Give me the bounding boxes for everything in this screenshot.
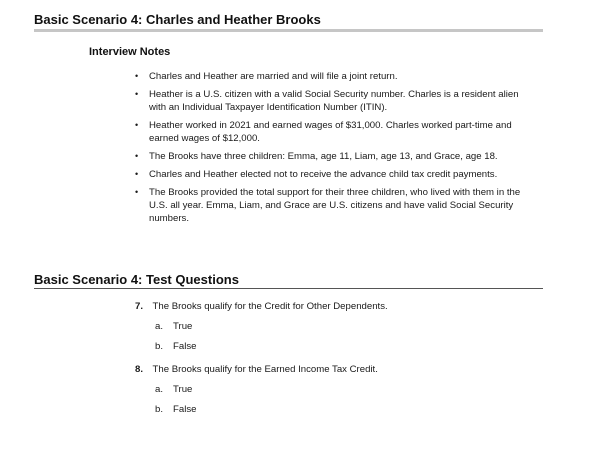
- note-text: Heather worked in 2021 and earned wages of $31,000. Charles worked part-time and earned wages of $12,000.: [149, 120, 512, 144]
- note-item: [135, 119, 535, 145]
- note-text: Heather is a U.S. citizen with a valid Social Security number. Charles is a resident alien with an Individual Taxpayer Identification Number (ITIN).: [149, 89, 519, 113]
- note-text: The Brooks have three children: Emma, age 11, Liam, age 13, and Grace, age 18.: [149, 151, 498, 162]
- note-item: [135, 70, 535, 83]
- scenario-title-rule: [34, 29, 543, 32]
- bullet-icon: •: [135, 89, 139, 99]
- note-item: [135, 88, 535, 114]
- interview-notes-heading: Interview Notes: [89, 46, 171, 58]
- question-7: [135, 300, 535, 313]
- interview-notes-list: [135, 70, 535, 230]
- note-item: [135, 168, 535, 181]
- question-7-option-a[interactable]: [135, 320, 535, 333]
- option-text: True: [173, 384, 193, 395]
- option-letter: a.: [155, 384, 164, 395]
- note-item: [135, 150, 535, 163]
- option-letter: b.: [155, 404, 164, 415]
- bullet-icon: •: [135, 187, 139, 197]
- note-text: Charles and Heather elected not to receive the advance child tax credit payments.: [149, 169, 498, 180]
- bullet-icon: •: [135, 169, 139, 179]
- bullet-icon: •: [135, 151, 139, 161]
- question-text: The Brooks qualify for the Earned Income Tax Credit.: [152, 364, 378, 375]
- question-8-option-b[interactable]: [135, 403, 535, 416]
- scenario-title: Basic Scenario 4: Charles and Heather Brooks: [34, 12, 321, 27]
- note-text: The Brooks provided the total support for their three children, who lived with them in the U.S. all year. Emma, Liam, and Grace are U.S. citizens and have valid Social Security numbers.: [149, 187, 521, 224]
- option-letter: a.: [155, 321, 164, 332]
- test-questions: [135, 300, 535, 416]
- question-8-option-a[interactable]: [135, 383, 535, 396]
- test-questions-title: Basic Scenario 4: Test Questions: [34, 272, 239, 287]
- option-text: True: [173, 321, 193, 332]
- question-number: 8.: [135, 364, 144, 375]
- question-7-option-b[interactable]: [135, 340, 535, 353]
- option-text: False: [173, 341, 197, 352]
- question-8: [135, 363, 535, 376]
- test-questions-rule: [34, 288, 543, 289]
- option-text: False: [173, 404, 197, 415]
- bullet-icon: •: [135, 120, 139, 130]
- question-text: The Brooks qualify for the Credit for Other Dependents.: [152, 301, 388, 312]
- question-number: 7.: [135, 301, 144, 312]
- bullet-icon: •: [135, 71, 139, 81]
- note-item: [135, 186, 535, 225]
- note-text: Charles and Heather are married and will file a joint return.: [149, 71, 398, 82]
- option-letter: b.: [155, 341, 164, 352]
